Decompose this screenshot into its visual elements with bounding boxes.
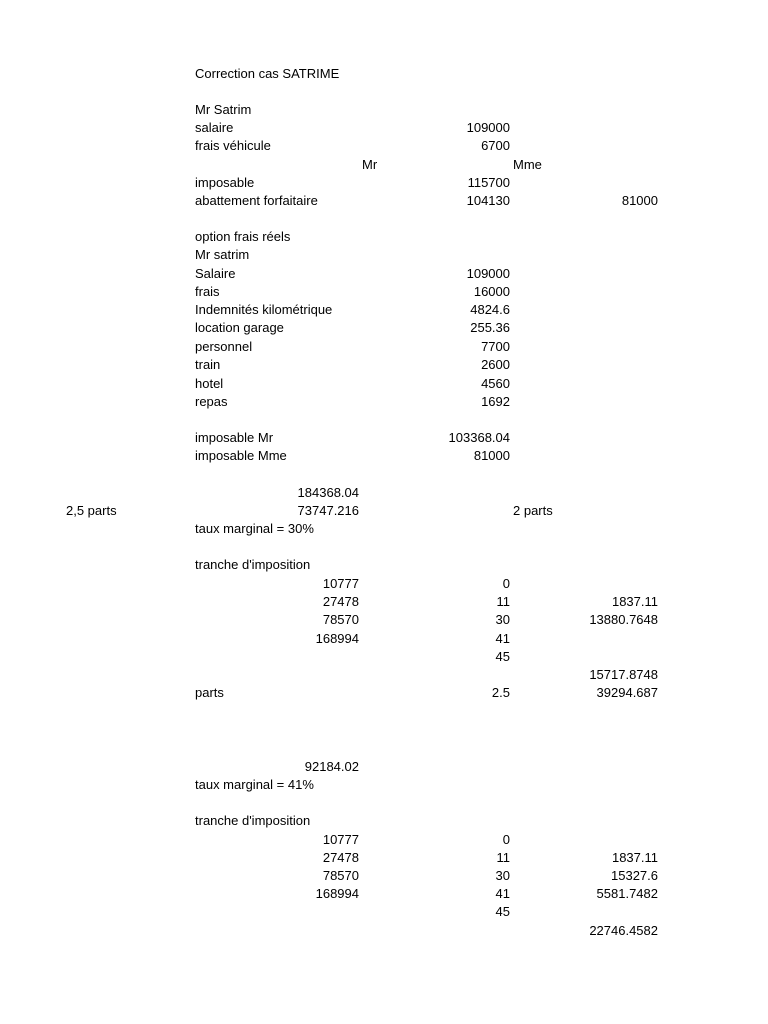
calc1-total-row [0, 484, 768, 502]
calc2-total-row [0, 922, 768, 940]
calc1-quotient-row [0, 502, 768, 520]
calc1-parts-row [0, 684, 768, 702]
calc1-parts-result: 39294.687 [596, 685, 658, 700]
tranche-rate: 41 [495, 886, 510, 901]
frais-item-value: 1692 [481, 394, 510, 409]
imposable-mr-label: imposable Mr [195, 430, 274, 445]
frais-item-row [0, 375, 768, 393]
frais-item-label: location garage [195, 320, 284, 335]
frais-item-value: 16000 [473, 284, 510, 299]
tranche-limit: 78570 [322, 612, 359, 627]
column-header-mr: Mr [362, 157, 378, 172]
frais-reels-title-row [0, 228, 768, 246]
frais-item-label: Indemnités kilométrique [195, 302, 333, 317]
tranche-rate: 41 [495, 631, 510, 646]
frais-item-row [0, 338, 768, 356]
tranche-limit: 27478 [322, 850, 359, 865]
calc1-total: 184368.04 [297, 485, 359, 500]
column-headers-row [0, 156, 768, 174]
frais-item-value: 7700 [481, 339, 510, 354]
frais-item-value: 4560 [481, 376, 510, 391]
frais-item-label: personnel [195, 339, 253, 354]
imposable-value: 115700 [467, 175, 510, 190]
frais-vehicule-row [0, 137, 768, 155]
tranche-limit: 78570 [322, 868, 359, 883]
tranche-amount: 1837.11 [611, 850, 658, 865]
document-title: Correction cas SATRIME [195, 66, 340, 81]
frais-item-value: 255.36 [470, 320, 510, 335]
mr-header: Mr Satrim [195, 102, 252, 117]
calc2-taux: taux marginal = 41% [195, 777, 314, 792]
title-row [0, 65, 768, 83]
calc1-tranche-row [0, 593, 768, 611]
salaire-label: salaire [195, 120, 234, 135]
calc2-quotient-row [0, 758, 768, 776]
imposable-mme-row [0, 447, 768, 465]
tranche-rate: 45 [495, 649, 510, 664]
column-header-mme: Mme [513, 157, 542, 172]
tranche-rate: 11 [496, 850, 510, 865]
calc1-tranche-row [0, 611, 768, 629]
frais-item-label: hotel [195, 376, 224, 391]
calc1-parts-value: 2.5 [491, 685, 510, 700]
frais-item-value: 4824.6 [470, 302, 510, 317]
frais-item-label: repas [195, 394, 228, 409]
imposable-label: imposable [195, 175, 255, 190]
calc2-tranche-row [0, 831, 768, 849]
calc1-quotient: 73747.216 [297, 503, 359, 518]
imposable-mme-value: 81000 [473, 448, 510, 463]
tranche-limit: 168994 [315, 631, 359, 646]
imposable-row [0, 174, 768, 192]
calc1-subtotal-row [0, 666, 768, 684]
frais-vehicule-label: frais véhicule [195, 138, 271, 153]
calc2-total: 22746.4582 [589, 923, 658, 938]
tranche-limit: 168994 [315, 886, 359, 901]
imposable-mme-label: imposable Mme [195, 448, 287, 463]
tranche-amount: 13880.7648 [589, 612, 658, 627]
abattement-label: abattement forfaitaire [195, 193, 318, 208]
tranche-amount: 15327.6 [611, 868, 658, 883]
frais-item-value: 2600 [481, 357, 510, 372]
calc1-tranche-title: tranche d'imposition [195, 557, 311, 572]
abattement-value-mr: 104130 [466, 193, 510, 208]
calc1-tranche-row [0, 648, 768, 666]
imposable-mr-row [0, 429, 768, 447]
frais-item-label: Salaire [195, 266, 236, 281]
calc2-tranche-row [0, 849, 768, 867]
frais-item-row [0, 283, 768, 301]
frais-item-row [0, 319, 768, 337]
tranche-amount: 5581.7482 [596, 886, 658, 901]
frais-item-value: 109000 [466, 266, 510, 281]
abattement-row [0, 192, 768, 210]
calc1-subtotal: 15717.8748 [589, 667, 658, 682]
frais-item-row [0, 356, 768, 374]
tranche-limit: 10777 [322, 576, 359, 591]
frais-item-label: train [195, 357, 221, 372]
imposable-mr-value: 103368.04 [448, 430, 510, 445]
tranche-limit: 27478 [322, 594, 359, 609]
frais-reels-subtitle: Mr satrim [195, 247, 250, 262]
tranche-limit: 10777 [322, 832, 359, 847]
calc2-taux-row [0, 776, 768, 794]
frais-reels-subtitle-row [0, 246, 768, 264]
calc1-taux: taux marginal = 30% [195, 521, 314, 536]
salaire-row [0, 119, 768, 137]
mr-header-row [0, 101, 768, 119]
tranche-rate: 30 [495, 612, 510, 627]
frais-item-row [0, 265, 768, 283]
calc1-tranche-row [0, 630, 768, 648]
frais-item-row [0, 301, 768, 319]
salaire-value: 109000 [466, 120, 510, 135]
calc1-parts-left: 2,5 parts [66, 503, 117, 518]
tranche-rate: 0 [502, 576, 510, 591]
frais-vehicule-value: 6700 [481, 138, 510, 153]
tranche-amount: 1837.11 [611, 594, 658, 609]
frais-item-label: frais [195, 284, 220, 299]
calc1-parts-right: 2 parts [513, 503, 553, 518]
tranche-rate: 11 [496, 594, 510, 609]
calc1-parts-label: parts [195, 685, 224, 700]
calc1-tranche-row [0, 575, 768, 593]
calc2-tranche-row [0, 867, 768, 885]
calc2-quotient: 92184.02 [304, 759, 359, 774]
abattement-value-mme: 81000 [621, 193, 658, 208]
tranche-rate: 45 [495, 904, 510, 919]
frais-reels-title: option frais réels [195, 229, 291, 244]
calc2-tranche-title-row [0, 812, 768, 830]
calc1-taux-row [0, 520, 768, 538]
tranche-rate: 30 [495, 868, 510, 883]
calc1-tranche-title-row [0, 556, 768, 574]
frais-item-row [0, 393, 768, 411]
calc2-tranche-row [0, 885, 768, 903]
tranche-rate: 0 [502, 832, 510, 847]
calc2-tranche-title: tranche d'imposition [195, 813, 311, 828]
calc2-tranche-row [0, 903, 768, 921]
